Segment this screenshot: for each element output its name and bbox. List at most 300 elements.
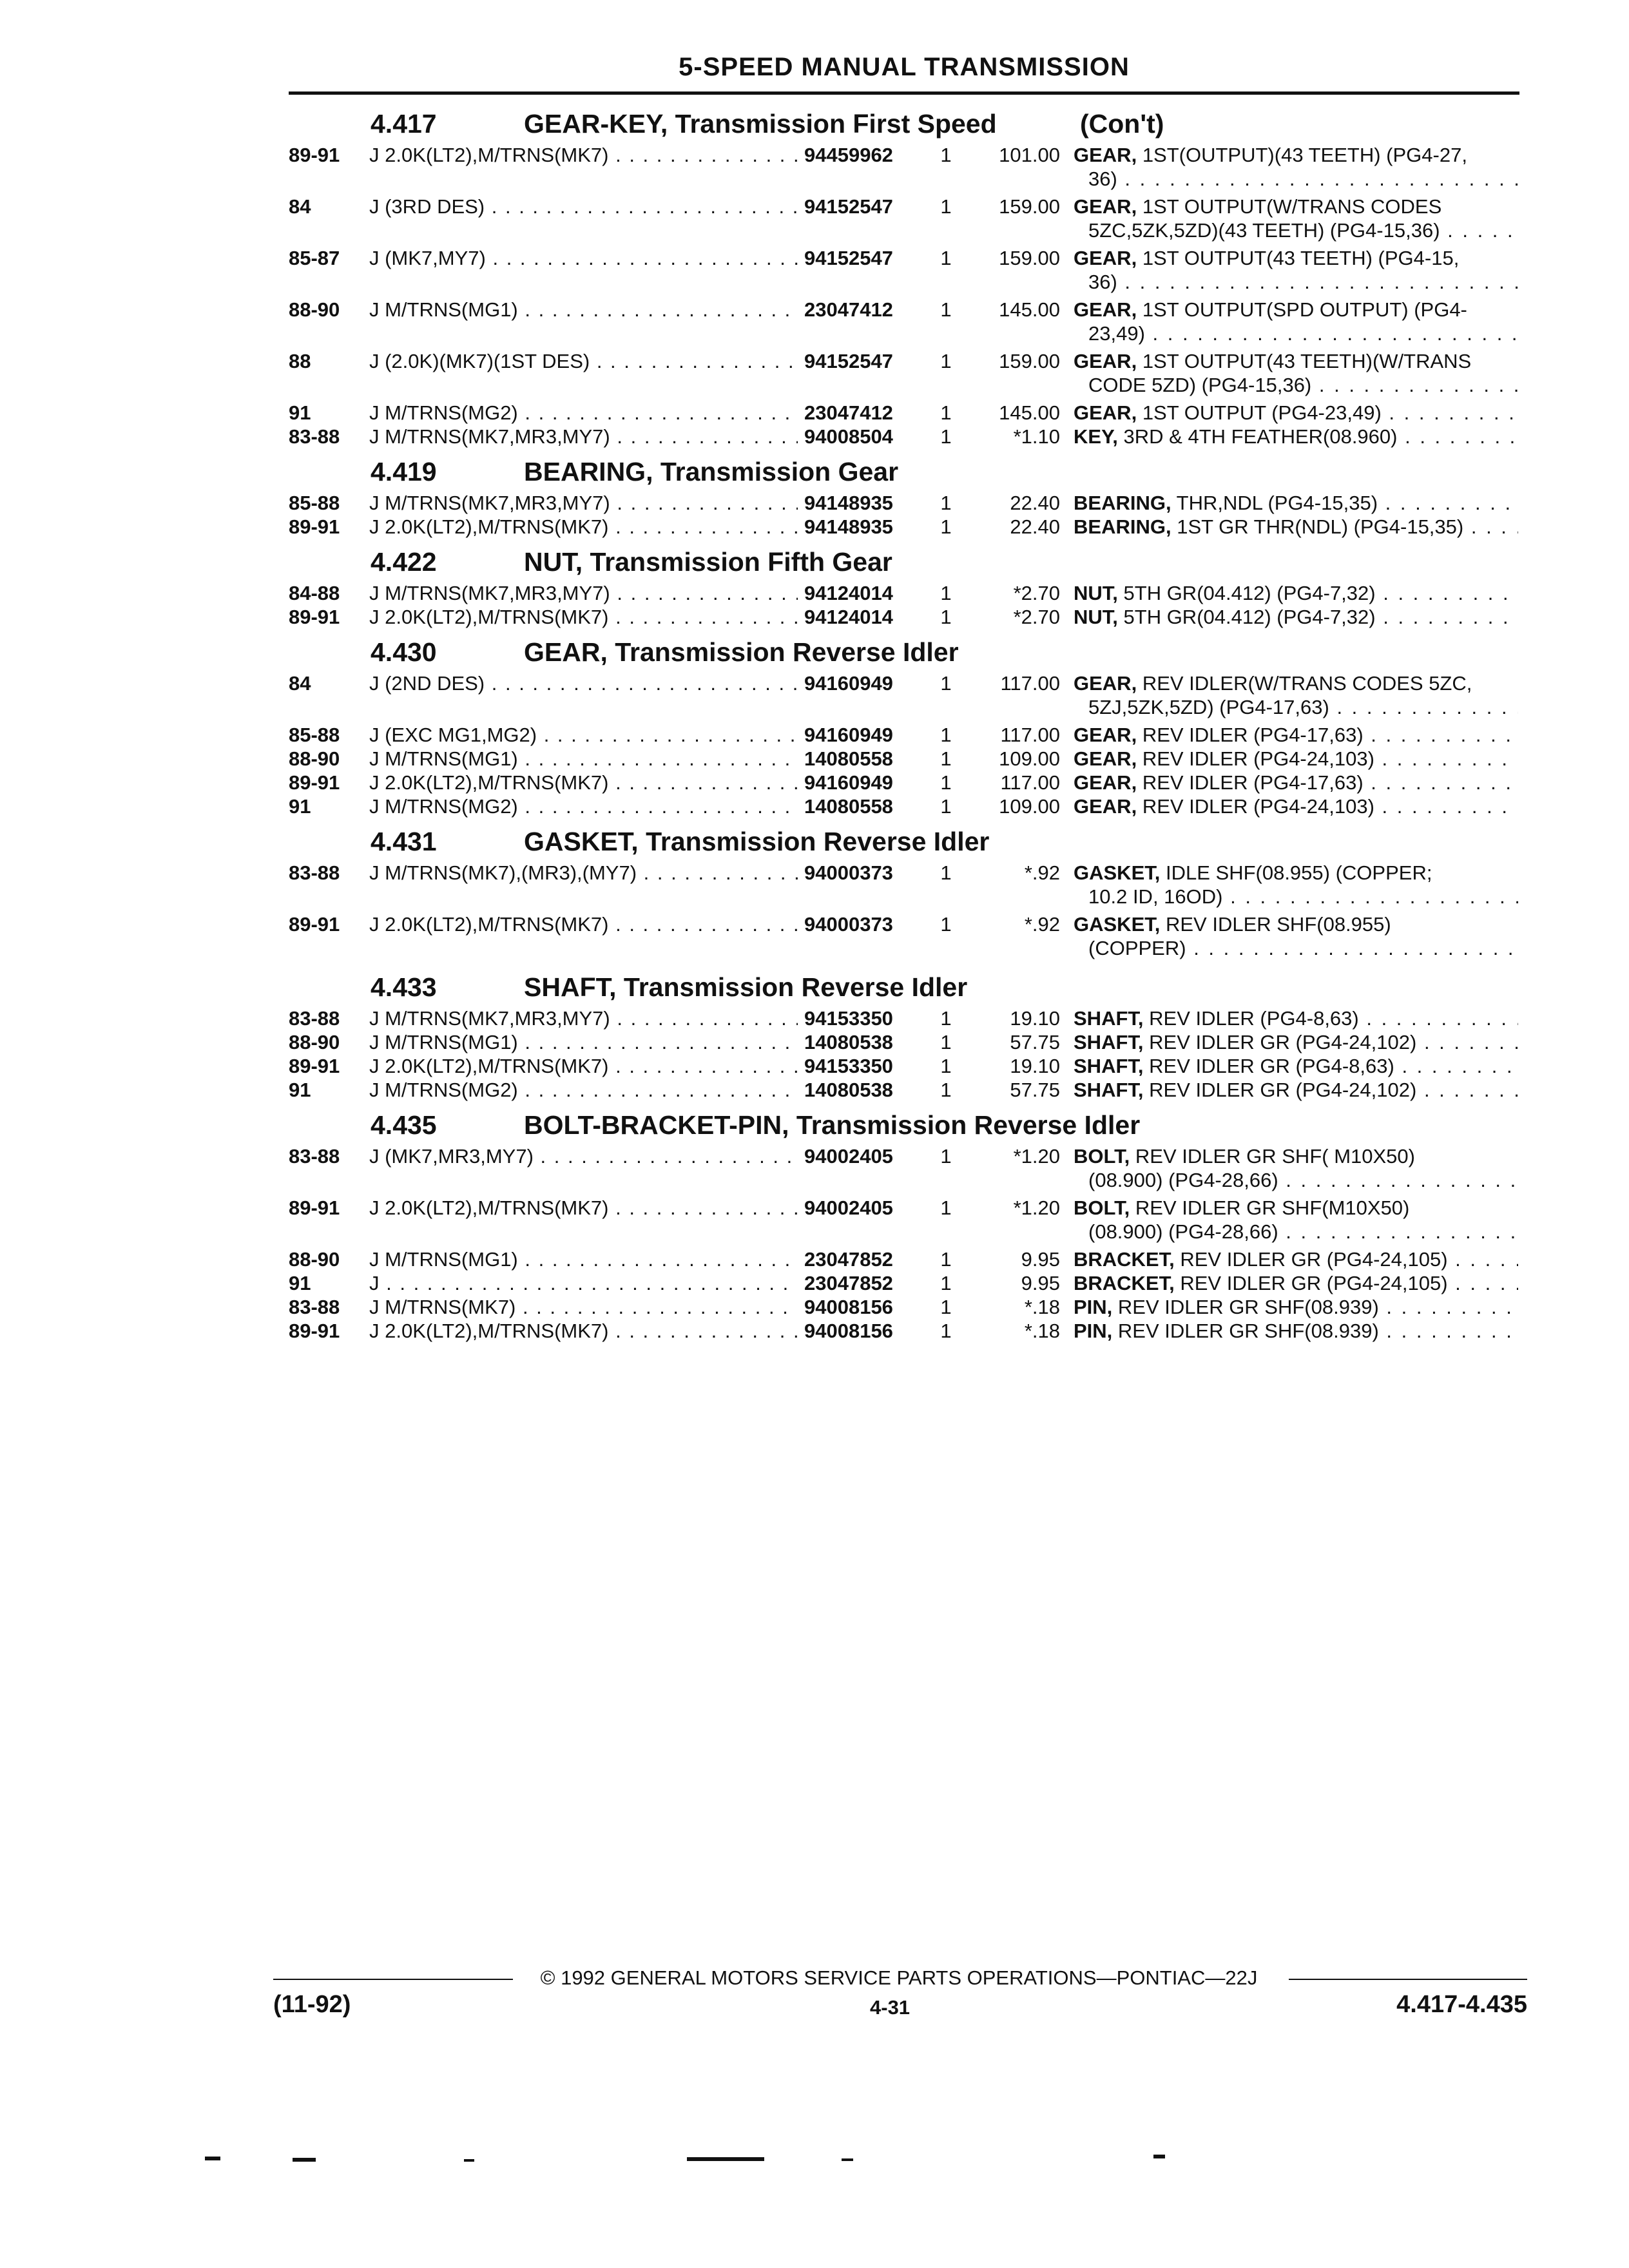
part-number: 94008156 <box>804 1319 920 1343</box>
description-text: 1ST GR THR(NDL) (PG4-15,35) <box>1177 515 1464 538</box>
quantity: 1 <box>940 1031 952 1053</box>
description-line <box>1074 1295 1518 1319</box>
price: 57.75 <box>1010 1079 1060 1101</box>
group-name <box>524 452 898 491</box>
description-text: 3RD & 4TH FEATHER(08.960) <box>1123 425 1398 448</box>
description <box>1074 298 1518 345</box>
group-number: 4.417 <box>371 109 437 139</box>
price: *.18 <box>1024 1296 1060 1318</box>
application-text: J M/TRNS(MK7,MR3,MY7) <box>369 582 610 604</box>
group-name-noun: SHAFT, <box>524 972 617 1002</box>
table-row <box>289 425 1519 448</box>
part-noun: GEAR, <box>1074 795 1137 818</box>
group-name <box>524 968 967 1006</box>
description-text: REV IDLER GR SHF( M10X50) <box>1135 1145 1415 1168</box>
model-years: 85-88 <box>289 492 340 514</box>
part-noun: BRACKET, <box>1074 1272 1175 1294</box>
scan-mark <box>205 2157 220 2160</box>
model-years: 83-88 <box>289 861 340 884</box>
application <box>369 515 798 539</box>
model-years: 89-91 <box>289 913 340 936</box>
price: 117.00 <box>1000 724 1060 746</box>
description-line <box>1074 794 1518 818</box>
description-text: 1ST OUTPUT(43 TEETH)(W/TRANS <box>1142 350 1472 372</box>
description-line <box>1074 771 1518 794</box>
description-line <box>1074 298 1518 322</box>
description <box>1074 515 1518 539</box>
application <box>369 747 798 771</box>
model-years: 84-88 <box>289 582 340 604</box>
quantity: 1 <box>940 247 952 269</box>
application <box>369 605 798 629</box>
description-text: REV IDLER SHF(08.955) <box>1165 913 1391 936</box>
footer-rule-right <box>1289 1979 1527 1980</box>
description-text: REV IDLER (PG4-17,63) <box>1142 724 1364 746</box>
application <box>369 1144 798 1168</box>
part-noun: GEAR, <box>1074 247 1137 269</box>
part-noun: NUT, <box>1074 582 1118 604</box>
description-text: 1ST OUTPUT(SPD OUTPUT) (PG4- <box>1142 298 1467 321</box>
part-number: 94002405 <box>804 1196 920 1220</box>
model-years: 88-90 <box>289 747 340 770</box>
group-title <box>289 633 1519 671</box>
quantity: 1 <box>940 1079 952 1101</box>
group-name <box>524 543 892 581</box>
table-row <box>289 349 1519 397</box>
table-row <box>289 491 1519 515</box>
price: 117.00 <box>1000 771 1060 794</box>
group-number: 4.430 <box>371 637 437 667</box>
price: *.92 <box>1024 861 1060 884</box>
model-years: 85-87 <box>289 247 340 269</box>
group-number: 4.422 <box>371 547 437 577</box>
part-number: 94152547 <box>804 195 920 218</box>
model-years: 89-91 <box>289 515 340 538</box>
part-noun: BOLT, <box>1074 1145 1130 1168</box>
description-line <box>1074 1168 1518 1192</box>
description-line <box>1074 1271 1518 1295</box>
application <box>369 794 798 818</box>
part-noun: GEAR, <box>1074 401 1137 424</box>
price: 109.00 <box>999 747 1060 770</box>
table-row <box>289 671 1519 719</box>
application-text: J 2.0K(LT2),M/TRNS(MK7) <box>369 515 609 538</box>
application-text: J 2.0K(LT2),M/TRNS(MK7) <box>369 913 609 936</box>
description-line <box>1074 218 1518 242</box>
description-line <box>1074 1078 1518 1102</box>
quantity: 1 <box>940 1196 952 1219</box>
application <box>369 1295 798 1319</box>
application <box>369 349 798 373</box>
quantity: 1 <box>940 298 952 321</box>
part-number: 94002405 <box>804 1144 920 1168</box>
application <box>369 1030 798 1054</box>
price: 117.00 <box>1000 672 1060 695</box>
quantity: 1 <box>940 195 952 218</box>
model-years: 91 <box>289 401 311 424</box>
table-row <box>289 861 1519 908</box>
table-row <box>289 143 1519 191</box>
price: 57.75 <box>1010 1031 1060 1053</box>
part-number: 14080538 <box>804 1030 920 1054</box>
description-line <box>1074 270 1518 294</box>
table-row <box>289 794 1519 818</box>
price: 9.95 <box>1021 1248 1060 1271</box>
part-noun: GEAR, <box>1074 350 1137 372</box>
description-text: REV IDLER(W/TRANS CODES 5ZC, <box>1142 672 1472 695</box>
table-row <box>289 581 1519 605</box>
description-text: IDLE SHF(08.955) (COPPER; <box>1165 861 1432 884</box>
model-years: 88-90 <box>289 1031 340 1053</box>
page-header <box>289 52 1519 95</box>
description-line <box>1074 401 1518 425</box>
description <box>1074 195 1518 242</box>
table-row <box>289 747 1519 771</box>
quantity: 1 <box>940 724 952 746</box>
group-name-rest: Transmission Reverse Idler <box>646 827 990 856</box>
description-line <box>1074 491 1518 515</box>
description <box>1074 349 1518 397</box>
description-line <box>1074 143 1518 167</box>
group-name-noun: BEARING, <box>524 457 653 486</box>
group-name-noun: GASKET, <box>524 827 639 856</box>
group-number: 4.435 <box>371 1110 437 1140</box>
description-text: REV IDLER GR (PG4-24,105) <box>1180 1272 1448 1294</box>
description <box>1074 1006 1518 1030</box>
description-line <box>1074 349 1518 373</box>
group-name-rest: Transmission First Speed <box>675 109 997 139</box>
part-number: 94152547 <box>804 349 920 373</box>
price: *.18 <box>1024 1320 1060 1342</box>
quantity: 1 <box>940 1055 952 1077</box>
table-row <box>289 515 1519 539</box>
description-text: THR,NDL (PG4-15,35) <box>1176 492 1378 514</box>
quantity: 1 <box>940 771 952 794</box>
description-line <box>1074 723 1518 747</box>
part-number: 94152547 <box>804 246 920 270</box>
application-text: J M/TRNS(MK7,MR3,MY7) <box>369 492 610 514</box>
part-noun: GEAR, <box>1074 298 1137 321</box>
table-row <box>289 298 1519 345</box>
part-noun: GEAR, <box>1074 672 1137 695</box>
description <box>1074 1319 1518 1343</box>
table-row <box>289 1271 1519 1295</box>
part-noun: BEARING, <box>1074 515 1171 538</box>
group-name-rest: Transmission Fifth Gear <box>590 547 892 577</box>
quantity: 1 <box>940 795 952 818</box>
description-line <box>1074 1144 1518 1168</box>
application-text: J M/TRNS(MK7,MR3,MY7) <box>369 425 610 448</box>
application-text: J M/TRNS(MK7),(MR3),(MY7) <box>369 861 637 884</box>
part-number: 94160949 <box>804 771 920 794</box>
description-line <box>1074 1006 1518 1030</box>
application <box>369 1271 798 1295</box>
application-text: J (MK7,MY7) <box>369 247 486 269</box>
description <box>1074 581 1518 605</box>
quantity: 1 <box>940 425 952 448</box>
table-row <box>289 1078 1519 1102</box>
description-line <box>1074 195 1518 218</box>
quantity: 1 <box>940 606 952 628</box>
model-years: 89-91 <box>289 771 340 794</box>
description-text: REV IDLER (PG4-24,103) <box>1142 795 1374 818</box>
description <box>1074 491 1518 515</box>
group-name <box>524 822 989 861</box>
application-text: J <box>369 1272 380 1294</box>
part-noun: BEARING, <box>1074 492 1171 514</box>
price: 19.10 <box>1010 1055 1060 1077</box>
application-text: J (2ND DES) <box>369 672 485 695</box>
description <box>1074 246 1518 294</box>
description-line <box>1074 167 1518 191</box>
quantity: 1 <box>940 861 952 884</box>
footer-date: (11-92) <box>273 1991 351 2018</box>
table-row <box>289 1054 1519 1078</box>
price: *2.70 <box>1013 606 1060 628</box>
group-name-noun: GEAR, <box>524 637 608 667</box>
group-name <box>524 633 959 671</box>
table-row <box>289 1144 1519 1192</box>
application <box>369 912 798 936</box>
description <box>1074 1196 1518 1244</box>
part-noun: SHAFT, <box>1074 1055 1144 1077</box>
footer-copyright: © 1992 GENERAL MOTORS SERVICE PARTS OPERATIONS—PONTIAC—22J <box>540 1966 1258 1989</box>
part-number: 94160949 <box>804 723 920 747</box>
description-line <box>1074 1247 1518 1271</box>
group-name-noun: GEAR-KEY, <box>524 109 668 139</box>
application-text: J M/TRNS(MK7,MR3,MY7) <box>369 1007 610 1030</box>
description-text: REV IDLER GR (PG4-24,105) <box>1180 1248 1448 1271</box>
part-number: 94124014 <box>804 605 920 629</box>
group-continued: (Con't) <box>1080 109 1164 139</box>
application-text: J 2.0K(LT2),M/TRNS(MK7) <box>369 1196 609 1219</box>
part-number: 94153350 <box>804 1054 920 1078</box>
model-years: 91 <box>289 795 311 818</box>
description-line <box>1074 912 1518 936</box>
model-years: 89-91 <box>289 1196 340 1219</box>
group-name-rest: Transmission Reverse Idler <box>615 637 959 667</box>
model-years: 83-88 <box>289 1007 340 1030</box>
application <box>369 298 798 322</box>
footer-rule-left <box>273 1979 513 1980</box>
quantity: 1 <box>940 350 952 372</box>
quantity: 1 <box>940 144 952 166</box>
table-row <box>289 1319 1519 1343</box>
table-row <box>289 1196 1519 1244</box>
description <box>1074 605 1518 629</box>
group-name-rest: Transmission Gear <box>660 457 899 486</box>
model-years: 88 <box>289 350 311 372</box>
part-noun: PIN, <box>1074 1320 1113 1342</box>
description-line <box>1074 322 1518 345</box>
application <box>369 1006 798 1030</box>
application <box>369 195 798 218</box>
application <box>369 491 798 515</box>
part-noun: GEAR, <box>1074 195 1137 218</box>
table-row <box>289 771 1519 794</box>
description-line <box>1074 747 1518 771</box>
quantity: 1 <box>940 1007 952 1030</box>
quantity: 1 <box>940 1296 952 1318</box>
description <box>1074 671 1518 719</box>
model-years: 85-88 <box>289 724 340 746</box>
group-name <box>524 1106 1140 1144</box>
application <box>369 1319 798 1343</box>
part-number: 94148935 <box>804 491 920 515</box>
part-number: 94000373 <box>804 861 920 885</box>
application <box>369 1054 798 1078</box>
price: 22.40 <box>1010 492 1060 514</box>
description-line <box>1074 936 1518 960</box>
part-number: 94008504 <box>804 425 920 448</box>
model-years: 89-91 <box>289 606 340 628</box>
description-text: 10.2 ID, 16OD) <box>1088 885 1223 908</box>
scan-mark <box>464 2159 474 2162</box>
footer-section-range: 4.417-4.435 <box>1396 1991 1527 2018</box>
quantity: 1 <box>940 1248 952 1271</box>
model-years: 83-88 <box>289 1145 340 1168</box>
application-text: J M/TRNS(MG2) <box>369 795 518 818</box>
page-title: 5-SPEED MANUAL TRANSMISSION <box>679 53 1130 81</box>
footer-page-number: 4-31 <box>870 1996 911 2019</box>
group-title <box>289 104 1519 143</box>
model-years: 89-91 <box>289 1320 340 1342</box>
part-noun: BRACKET, <box>1074 1248 1175 1271</box>
description <box>1074 1078 1518 1102</box>
group-gap <box>289 1343 1519 1347</box>
description-text: 5TH GR(04.412) (PG4-7,32) <box>1123 606 1376 628</box>
price: 19.10 <box>1010 1007 1060 1030</box>
price: 159.00 <box>999 195 1060 218</box>
description-line <box>1074 885 1518 908</box>
application <box>369 861 798 885</box>
part-number: 94124014 <box>804 581 920 605</box>
group-number: 4.419 <box>371 457 437 486</box>
table-row <box>289 723 1519 747</box>
part-noun: GEAR, <box>1074 144 1137 166</box>
table-row <box>289 1030 1519 1054</box>
model-years: 91 <box>289 1272 311 1294</box>
part-number: 94160949 <box>804 671 920 695</box>
description <box>1074 1030 1518 1054</box>
quantity: 1 <box>940 1145 952 1168</box>
description-text: REV IDLER GR (PG4-24,102) <box>1149 1031 1417 1053</box>
part-number: 14080558 <box>804 794 920 818</box>
application <box>369 581 798 605</box>
application <box>369 143 798 167</box>
group-title <box>289 543 1519 581</box>
scan-mark <box>687 2157 764 2161</box>
application-text: J M/TRNS(MG2) <box>369 1079 518 1101</box>
scan-mark <box>293 2158 316 2162</box>
application-text: J M/TRNS(MG2) <box>369 401 518 424</box>
description <box>1074 1247 1518 1271</box>
group-title <box>289 1106 1519 1144</box>
description <box>1074 143 1518 191</box>
price: 101.00 <box>999 144 1060 166</box>
table-row <box>289 401 1519 425</box>
quantity: 1 <box>940 1320 952 1342</box>
description-text: REV IDLER GR SHF(08.939) <box>1117 1320 1379 1342</box>
model-years: 88-90 <box>289 298 340 321</box>
application <box>369 401 798 425</box>
application-text: J (EXC MG1,MG2) <box>369 724 537 746</box>
price: 145.00 <box>999 298 1060 321</box>
application-text: J M/TRNS(MG1) <box>369 747 518 770</box>
group-name-noun: NUT, <box>524 547 583 577</box>
description-text: 1ST OUTPUT(W/TRANS CODES <box>1142 195 1442 218</box>
quantity: 1 <box>940 492 952 514</box>
description-text: REV IDLER GR (PG4-8,63) <box>1149 1055 1394 1077</box>
price: 109.00 <box>999 795 1060 818</box>
quantity: 1 <box>940 672 952 695</box>
description-text: 5ZJ,5ZK,5ZD) (PG4-17,63) <box>1088 696 1329 718</box>
application-text: J M/TRNS(MG1) <box>369 1248 518 1271</box>
application-text: J 2.0K(LT2),M/TRNS(MK7) <box>369 606 609 628</box>
description-text: REV IDLER GR (PG4-24,102) <box>1149 1079 1417 1101</box>
part-noun: SHAFT, <box>1074 1079 1144 1101</box>
description-line <box>1074 581 1518 605</box>
part-number: 94000373 <box>804 912 920 936</box>
application <box>369 425 798 448</box>
application <box>369 1247 798 1271</box>
description-line <box>1074 861 1518 885</box>
quantity: 1 <box>940 515 952 538</box>
parts-list <box>289 104 1519 1347</box>
quantity: 1 <box>940 582 952 604</box>
application <box>369 1196 798 1220</box>
price: *1.20 <box>1013 1145 1060 1168</box>
description-text: 1ST OUTPUT(43 TEETH) (PG4-15, <box>1142 247 1460 269</box>
part-number: 94008156 <box>804 1295 920 1319</box>
description <box>1074 747 1518 771</box>
description-line <box>1074 1030 1518 1054</box>
group-number: 4.431 <box>371 827 437 856</box>
description-text: REV IDLER (PG4-24,103) <box>1142 747 1374 770</box>
description-text: REV IDLER GR SHF(08.939) <box>1117 1296 1379 1318</box>
model-years: 89-91 <box>289 144 340 166</box>
group-title <box>289 452 1519 491</box>
description-text: 5ZC,5ZK,5ZD)(43 TEETH) (PG4-15,36) <box>1088 219 1440 242</box>
price: *.92 <box>1024 913 1060 936</box>
application <box>369 723 798 747</box>
description <box>1074 861 1518 908</box>
description-text: REV IDLER GR SHF(M10X50) <box>1135 1196 1410 1219</box>
part-noun: GASKET, <box>1074 913 1161 936</box>
part-noun: SHAFT, <box>1074 1007 1144 1030</box>
part-noun: NUT, <box>1074 606 1118 628</box>
description-line <box>1074 1319 1518 1343</box>
part-noun: GASKET, <box>1074 861 1161 884</box>
application-text: J 2.0K(LT2),M/TRNS(MK7) <box>369 144 609 166</box>
application-text: J (MK7,MR3,MY7) <box>369 1145 534 1168</box>
description <box>1074 771 1518 794</box>
model-years: 84 <box>289 672 311 695</box>
description-line <box>1074 1054 1518 1078</box>
application-text: J M/TRNS(MK7) <box>369 1296 516 1318</box>
part-number: 94459962 <box>804 143 920 167</box>
scan-mark <box>1153 2155 1165 2158</box>
model-years: 83-88 <box>289 425 340 448</box>
part-noun: BOLT, <box>1074 1196 1130 1219</box>
model-years: 91 <box>289 1079 311 1101</box>
application-text: J (3RD DES) <box>369 195 485 218</box>
table-row <box>289 1247 1519 1271</box>
part-noun: GEAR, <box>1074 771 1137 794</box>
table-row <box>289 195 1519 242</box>
description <box>1074 1054 1518 1078</box>
scan-mark <box>842 2158 853 2161</box>
